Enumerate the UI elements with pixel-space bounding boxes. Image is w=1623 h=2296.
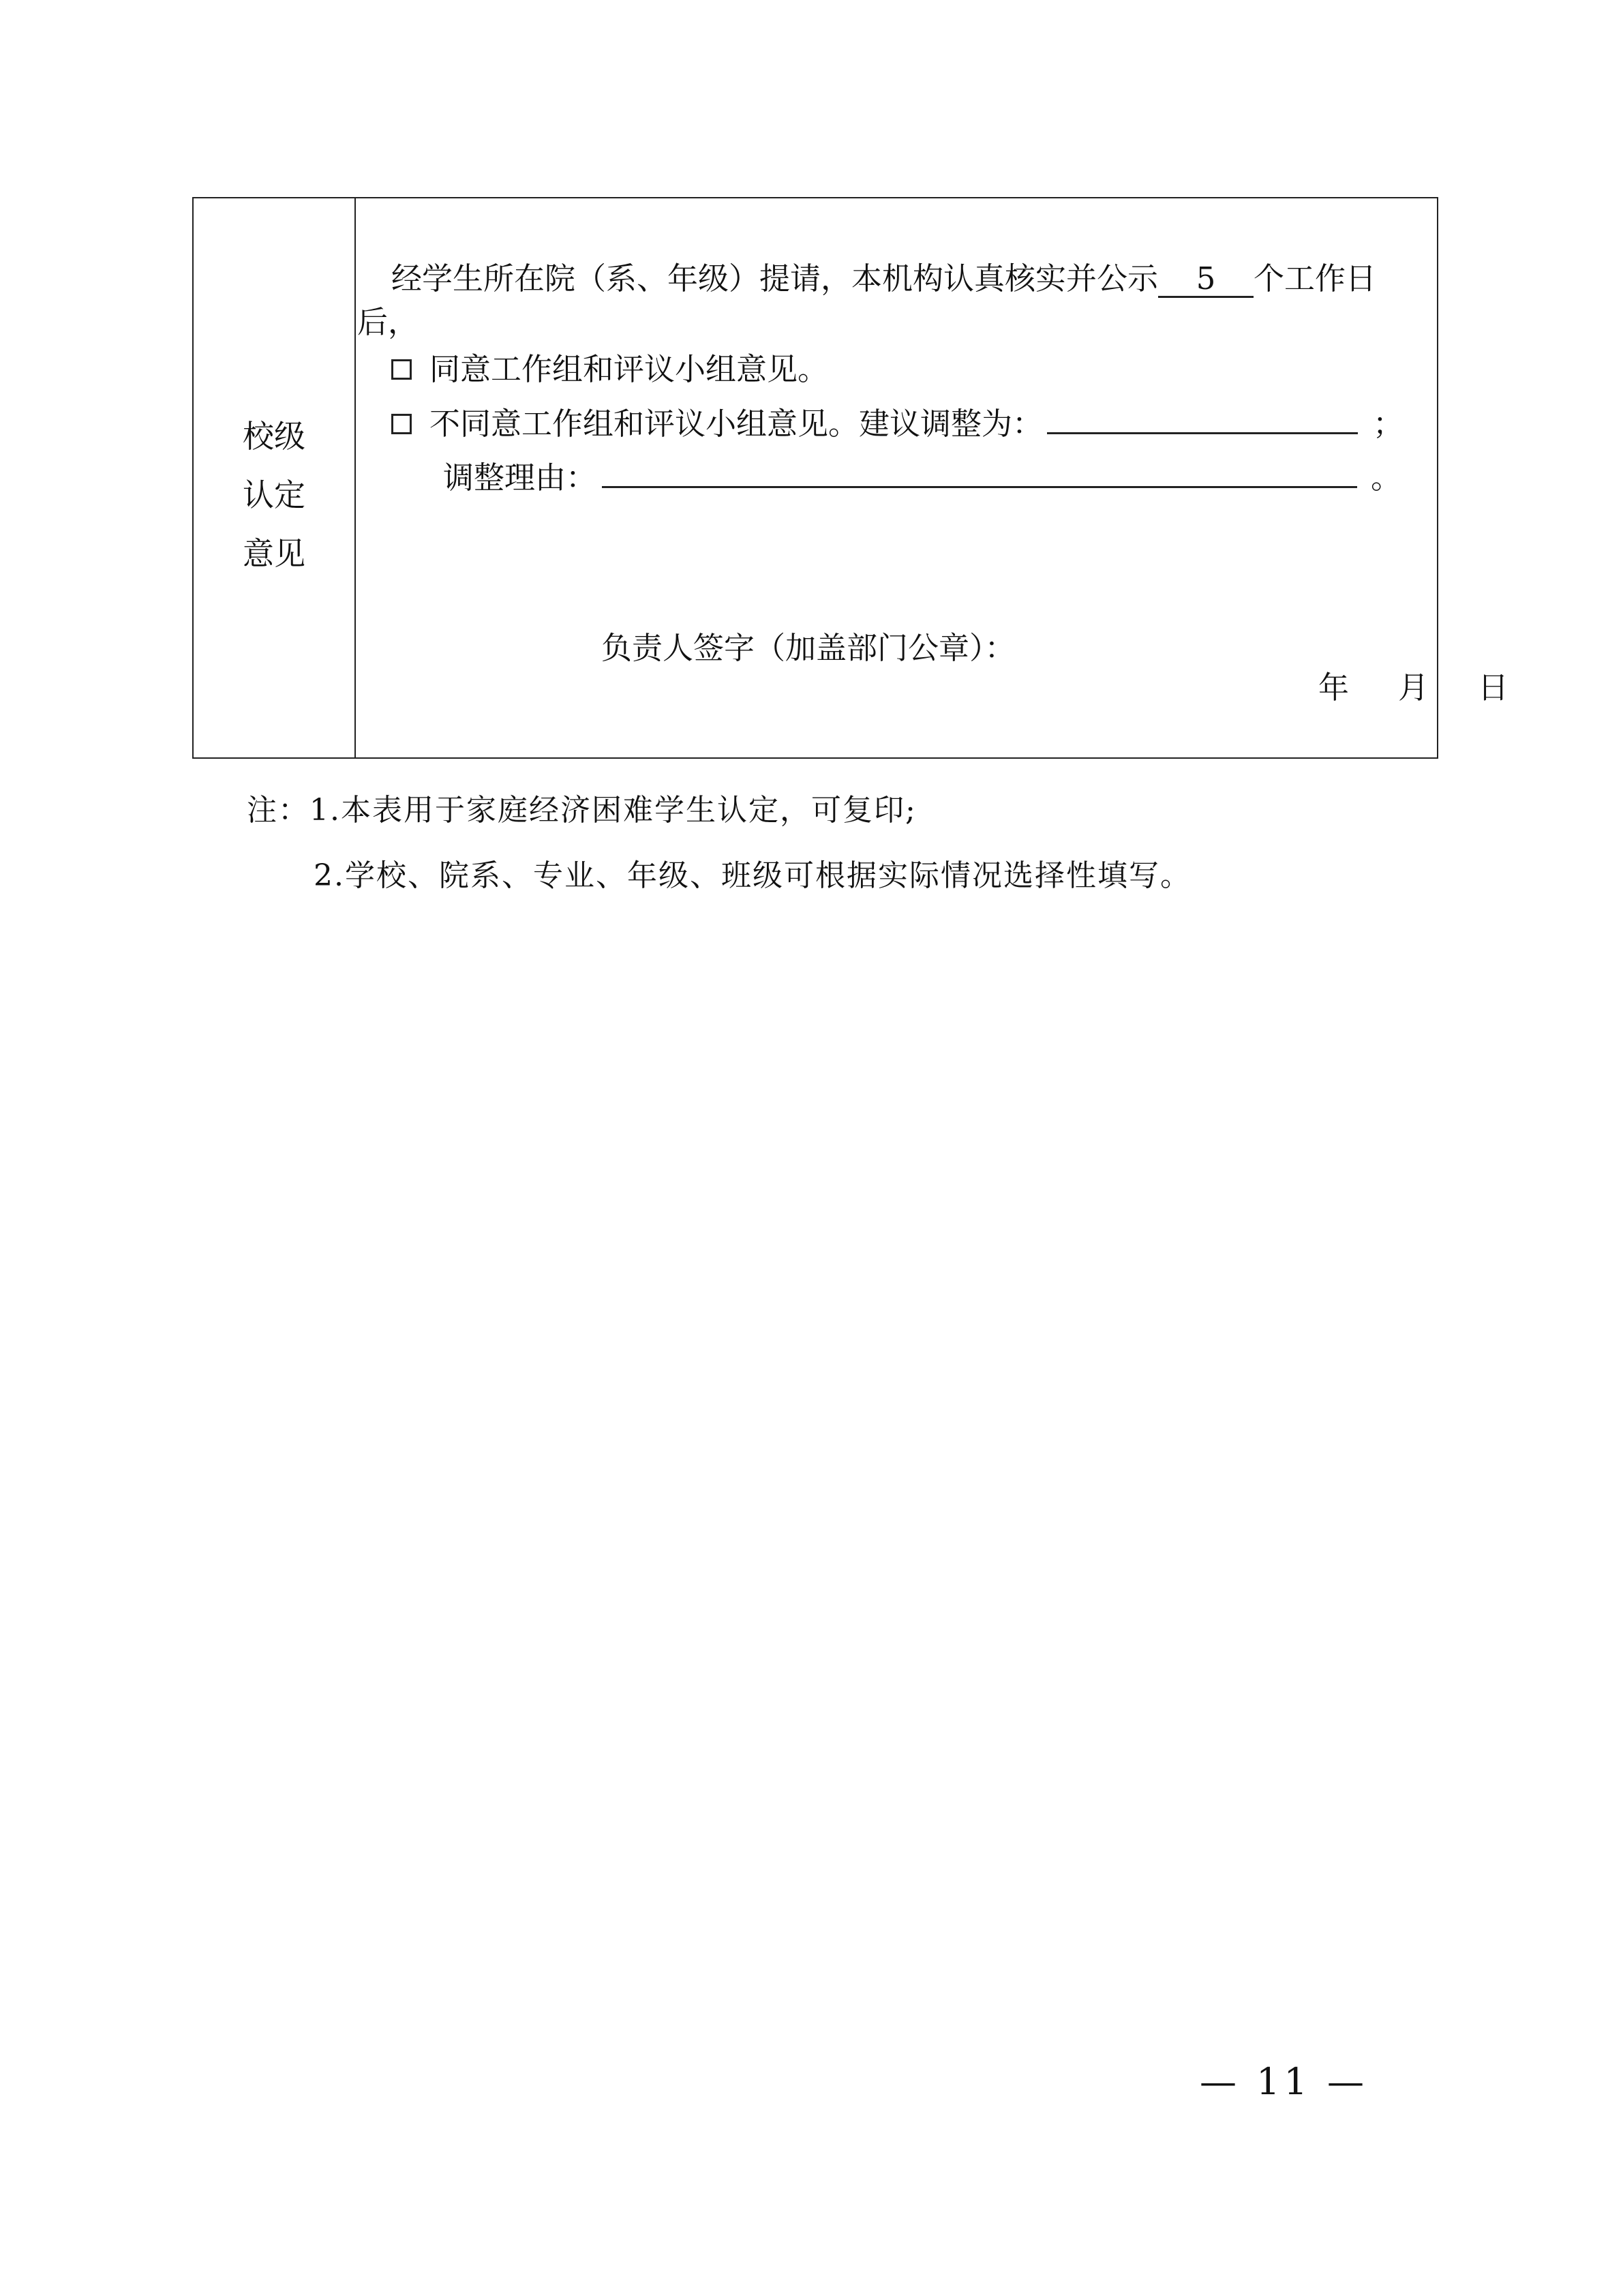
signature-line: 负责人签字（加盖部门公章）： xyxy=(601,630,1016,666)
page-number: — 11 — xyxy=(1200,2060,1369,2103)
row-label-line-2: 认定 xyxy=(243,477,305,513)
note-1: 注：1.本表用于家庭经济困难学生认定，可复印; xyxy=(247,793,917,828)
row-label-line-3: 意见 xyxy=(243,535,305,572)
date-line xyxy=(1318,669,1508,707)
date-day: 日 xyxy=(1478,669,1509,706)
row-label-cell xyxy=(194,198,356,757)
reason-end-punct: 。 xyxy=(1371,459,1402,496)
option-agree-label: 同意工作组和评议小组意见。 xyxy=(429,351,829,387)
agree-checkbox[interactable] xyxy=(391,359,412,380)
reason-field[interactable] xyxy=(602,459,1357,488)
disagree-end-punct: ； xyxy=(1373,406,1404,442)
intro-suffix: 个工作日 xyxy=(1254,260,1377,297)
intro-line xyxy=(391,260,1376,298)
option-disagree-line xyxy=(391,405,1404,443)
opinion-content-cell xyxy=(356,198,1509,757)
school-level-opinion-table xyxy=(192,197,1509,759)
option-disagree-label: 不同意工作组和评议小组意见。建议调整为： xyxy=(429,406,1044,442)
disagree-checkbox[interactable] xyxy=(391,414,412,434)
note-2: 2.学校、院系、专业、年级、班级可根据实际情况选择性填写。 xyxy=(314,858,1192,893)
option-agree-line xyxy=(391,350,828,389)
reason-line xyxy=(443,459,1401,497)
row-label-line-1: 校级 xyxy=(243,418,305,455)
row-label xyxy=(194,407,354,583)
adjustment-field[interactable] xyxy=(1047,405,1358,434)
date-year: 年 xyxy=(1318,669,1350,706)
intro-prefix: 经学生所在院（系、年级）提请，本机构认真核实并公示 xyxy=(391,260,1159,297)
public-days-field[interactable]: 5 xyxy=(1158,262,1254,298)
intro-wrap-line: 后， xyxy=(357,304,419,340)
reason-label: 调整理由： xyxy=(443,459,597,496)
date-month: 月 xyxy=(1398,669,1429,706)
